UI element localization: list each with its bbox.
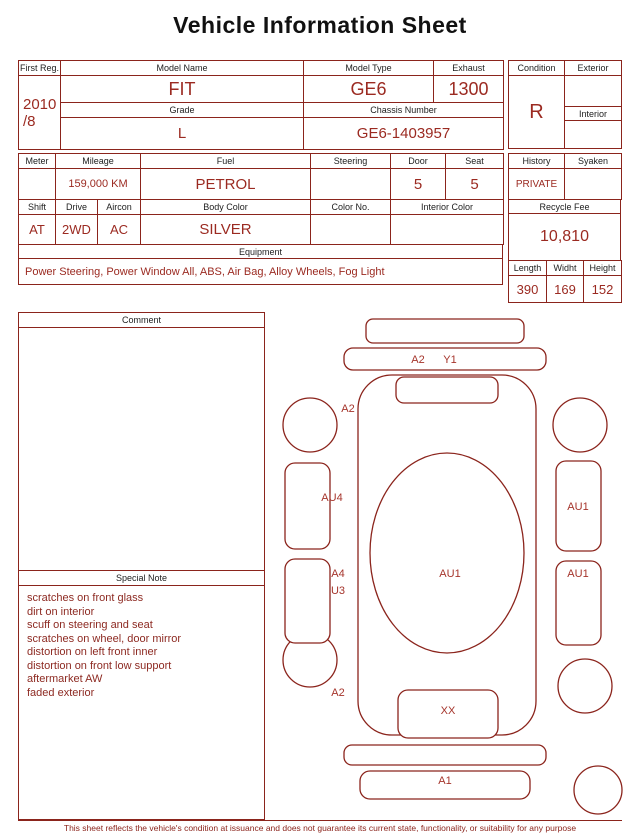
chassis-number-label: Chassis Number (304, 103, 504, 118)
width-value: 169 (547, 276, 584, 303)
diagram-label-front-a1: A1 (438, 775, 452, 787)
diagram-label-hood-xx: XX (440, 705, 456, 717)
diagram-label-right-upper-au1: AU1 (567, 501, 589, 513)
diagram-label-left-u3: U3 (330, 585, 346, 597)
recycle-fee-value: 10,810 (509, 214, 621, 261)
color-no-value (311, 215, 391, 245)
body-color-value: SILVER (141, 215, 311, 245)
wheel-front-right (558, 659, 612, 713)
vehicle-identity-table (18, 60, 504, 150)
recycle-fee-table (508, 199, 621, 261)
condition-value: R (509, 76, 565, 149)
grade-value: L (61, 118, 304, 150)
meter-value (19, 169, 56, 200)
car-damage-diagram (268, 313, 636, 818)
drive-value: 2WD (56, 215, 98, 245)
diagram-label-left-a4: A4 (331, 568, 345, 580)
history-section (508, 153, 621, 303)
equipment-label: Equipment (19, 245, 503, 259)
interior-label: Interior (565, 107, 622, 121)
door-value: 5 (391, 169, 446, 200)
body-color-label: Body Color (141, 200, 311, 215)
meter-label: Meter (19, 154, 56, 169)
car-roof-panel (366, 319, 524, 343)
condition-table (508, 60, 622, 149)
model-name-value: FIT (61, 76, 304, 103)
left-front-door-panel (285, 559, 330, 643)
front-grille (344, 745, 546, 765)
first-reg-year: 2010 (23, 95, 57, 113)
fuel-label: Fuel (141, 154, 311, 169)
special-note-item: scratches on wheel, door mirror (27, 632, 182, 645)
special-note-item: aftermarket AW (27, 673, 103, 685)
model-type-label: Model Type (304, 61, 434, 76)
diagram-label-center-au1: AU1 (439, 568, 461, 580)
recycle-fee-label: Recycle Fee (509, 200, 621, 214)
comment-label: Comment (19, 313, 264, 328)
left-rear-door-panel (285, 463, 330, 549)
diagram-label-right-lower-au1: AU1 (567, 568, 589, 580)
shift-value: AT (19, 215, 56, 245)
special-note-item: distortion on front low support (27, 659, 172, 672)
steering-value (311, 169, 391, 200)
exterior-value (565, 76, 622, 107)
special-note-list (19, 586, 264, 819)
special-note-item: distortion on left front inner (27, 646, 158, 658)
height-value: 152 (584, 276, 622, 303)
special-note-item: dirt on interior (27, 605, 95, 618)
width-label: Widht (547, 261, 584, 276)
specs-section (18, 153, 503, 285)
interior-value (565, 121, 622, 149)
special-note-label: Special Note (19, 570, 264, 586)
aircon-label: Aircon (98, 200, 141, 215)
condition-label: Condition (509, 61, 565, 76)
interior-color-label: Interior Color (391, 200, 504, 215)
mileage-value: 159,000 KM (56, 169, 141, 200)
history-value: PRIVATE (509, 169, 565, 200)
first-reg-value (19, 76, 61, 150)
height-label: Height (584, 261, 622, 276)
syaken-label: Syaken (565, 154, 622, 169)
seat-label: Seat (446, 154, 504, 169)
seat-value: 5 (446, 169, 504, 200)
disclaimer-text: This sheet reflects the vehicle's condition at issuance and does not guarantee its current state, functionality, or suitability for any purpose (18, 820, 622, 833)
special-note-item: faded exterior (27, 686, 95, 699)
special-note-item: scratches on front glass (27, 592, 144, 604)
car-rear-glass (396, 377, 498, 403)
drivetrain-row-table (18, 199, 504, 245)
mileage-label: Mileage (56, 154, 141, 169)
diagram-label-rear-y1: Y1 (443, 354, 457, 366)
car-cabin (370, 453, 524, 653)
door-label: Door (391, 154, 446, 169)
diagram-label-left-au4: AU4 (321, 492, 343, 504)
color-no-label: Color No. (311, 200, 391, 215)
model-type-value: GE6 (304, 76, 434, 103)
comment-panel (18, 312, 265, 820)
interior-color-value (391, 215, 504, 245)
chassis-number-value: GE6-1403957 (304, 118, 504, 150)
wheel-rear-left (283, 398, 337, 452)
history-label: History (509, 154, 565, 169)
special-note-item: scuff on steering and seat (27, 619, 153, 631)
length-value: 390 (509, 276, 547, 303)
syaken-value (565, 169, 622, 200)
comment-body (19, 328, 264, 570)
equipment-value: Power Steering, Power Window All, ABS, Air Bag, Alloy Wheels, Fog Light (19, 259, 503, 285)
exhaust-value: 1300 (434, 76, 504, 103)
drive-label: Drive (56, 200, 98, 215)
meter-row-table (18, 153, 504, 200)
wheel-rear-right (553, 398, 607, 452)
first-reg-month: /8 (23, 112, 36, 130)
exhaust-label: Exhaust (434, 61, 504, 76)
history-table (508, 153, 622, 200)
diagram-label-rear-a2: A2 (411, 354, 425, 366)
steering-label: Steering (311, 154, 391, 169)
exterior-label: Exterior (565, 61, 622, 76)
dimensions-table (508, 260, 622, 303)
diagram-label-left-rear-a2: A2 (341, 403, 355, 415)
diagram-label-front-left-a2: A2 (331, 687, 345, 699)
first-reg-label: First Reg. (19, 61, 61, 76)
model-name-label: Model Name (61, 61, 304, 76)
page-title: Vehicle Information Sheet (173, 12, 467, 38)
equipment-table (18, 244, 503, 285)
shift-label: Shift (19, 200, 56, 215)
aircon-value: AC (98, 215, 141, 245)
fuel-value: PETROL (141, 169, 311, 200)
grade-label: Grade (61, 103, 304, 118)
spare-wheel (574, 766, 622, 814)
length-label: Length (509, 261, 547, 276)
